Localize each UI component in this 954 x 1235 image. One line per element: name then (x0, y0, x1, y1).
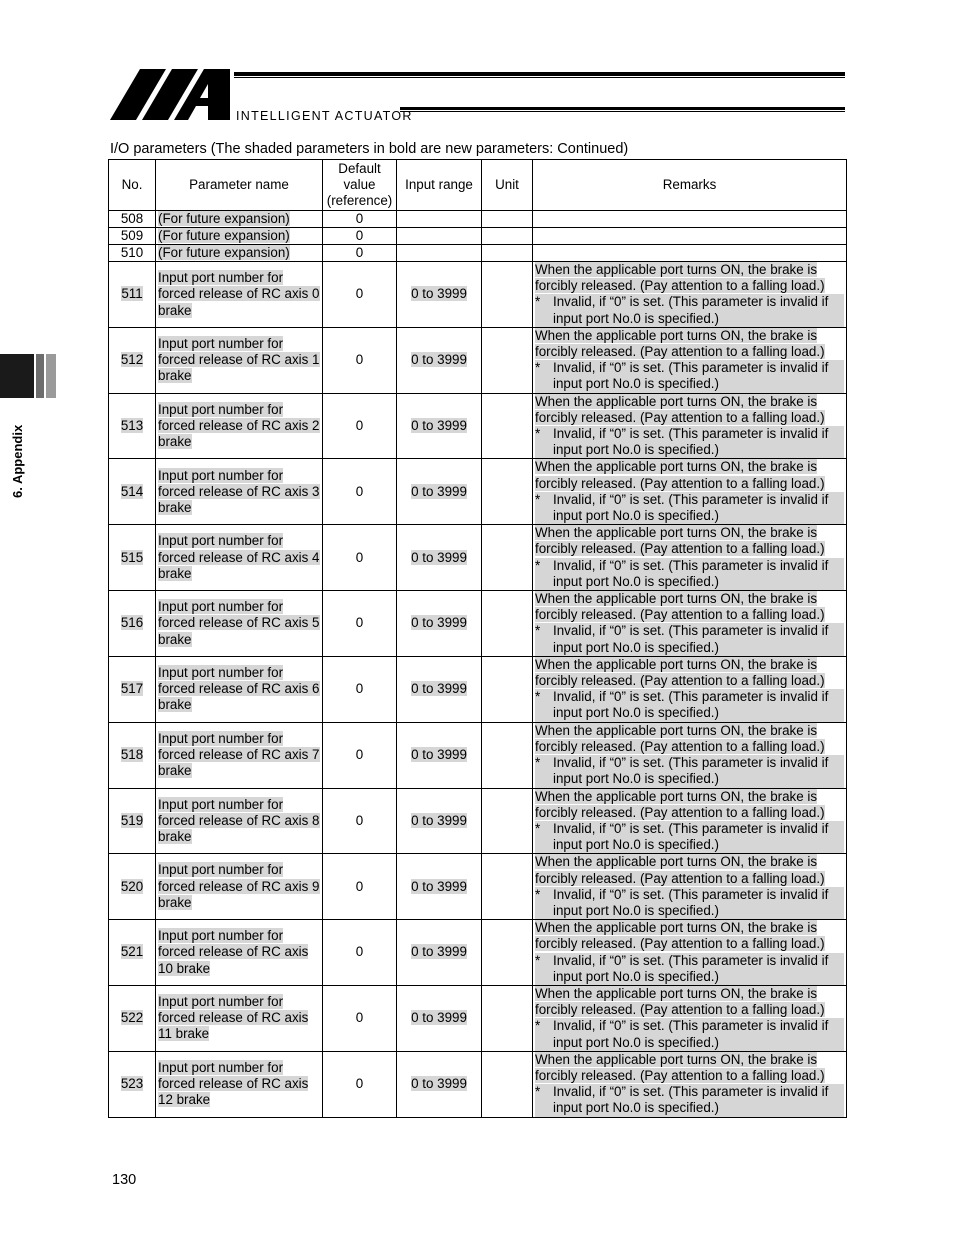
cell-no (109, 262, 156, 328)
default-value-text: 0 (355, 549, 364, 565)
note-asterisk: * (535, 821, 553, 837)
cell-parameter-name (156, 985, 323, 1051)
note-asterisk: * (535, 360, 553, 376)
cell-parameter-name (156, 245, 323, 262)
input-range-text: 0 to 3999 (411, 417, 467, 433)
cell-input-range (397, 788, 482, 854)
remarks-main-text: When the applicable port turns ON, the brake is forcibly released. (Pay attention to a falling load.) (535, 1051, 825, 1083)
remarks-note (535, 426, 844, 458)
default-value-text: 0 (355, 483, 364, 499)
cell-input-range (397, 245, 482, 262)
input-range-text: 0 to 3999 (411, 286, 467, 302)
table-row (109, 211, 847, 228)
note-asterisk: * (535, 689, 553, 705)
param-no-text: 518 (120, 746, 144, 762)
default-value-text: 0 (355, 228, 364, 243)
default-value-text: 0 (355, 944, 364, 960)
table-body (109, 211, 847, 1118)
chapter-tab-block (0, 354, 34, 398)
remarks-note (535, 821, 844, 853)
default-value-text: 0 (355, 812, 364, 828)
page-number: 130 (112, 1172, 137, 1188)
cell-parameter-name (156, 788, 323, 854)
cell-unit (482, 722, 533, 788)
param-name-text: Input port number for forced release of RC axis 4 brake (158, 533, 320, 581)
cell-input-range (397, 525, 482, 591)
cell-unit (482, 1051, 533, 1117)
cell-unit (482, 262, 533, 328)
note-asterisk: * (535, 492, 553, 508)
param-name-text: Input port number for forced release of RC axis 7 brake (158, 730, 320, 779)
cell-parameter-name (156, 211, 323, 228)
cell-default-value (323, 393, 397, 459)
remarks-note-text: Invalid, if “0” is set. (This parameter is invalid if input port No.0 is specified.) (553, 689, 829, 721)
table-caption: I/O parameters (The shaded parameters in bold are new parameters: Continued) (110, 141, 629, 157)
cell-no (109, 656, 156, 722)
cell-default-value (323, 985, 397, 1051)
cell-default-value (323, 262, 397, 328)
cell-input-range (397, 228, 482, 245)
col-header-input-range: Input range (397, 160, 482, 211)
cell-unit (482, 854, 533, 920)
param-no-text: 521 (120, 944, 144, 960)
table-row (109, 459, 847, 525)
remarks-main-text: When the applicable port turns ON, the brake is forcibly released. (Pay attention to a falling load.) (535, 591, 825, 623)
cell-no (109, 525, 156, 591)
remarks-main-text: When the applicable port turns ON, the brake is forcibly released. (Pay attention to a falling load.) (535, 262, 825, 294)
cell-remarks (533, 211, 847, 228)
input-range-text: 0 to 3999 (411, 483, 467, 499)
cell-remarks (533, 722, 847, 788)
cell-parameter-name (156, 393, 323, 459)
remarks-main-text: When the applicable port turns ON, the brake is forcibly released. (Pay attention to a falling load.) (535, 525, 825, 557)
table-row (109, 262, 847, 328)
col-header-unit: Unit (482, 160, 533, 211)
cell-input-range (397, 393, 482, 459)
cell-no (109, 722, 156, 788)
remarks-main-text: When the applicable port turns ON, the brake is forcibly released. (Pay attention to a falling load.) (535, 656, 825, 689)
cell-parameter-name (156, 459, 323, 525)
cell-no (109, 854, 156, 920)
param-name-text: (For future expansion) (158, 228, 290, 243)
cell-default-value (323, 211, 397, 228)
remarks-note-text: Invalid, if “0” is set. (This parameter is invalid if input port No.0 is specified.) (553, 294, 829, 326)
cell-unit (482, 211, 533, 228)
iai-logo-icon (110, 66, 234, 122)
cell-unit (482, 788, 533, 854)
param-name-text: Input port number for forced release of RC axis 9 brake (158, 862, 320, 910)
note-asterisk: * (535, 755, 553, 771)
remarks-note-text: Invalid, if “0” is set. (This parameter is invalid if input port No.0 is specified.) (553, 755, 829, 787)
cell-default-value (323, 228, 397, 245)
default-value-text: 0 (355, 211, 364, 226)
cell-no (109, 459, 156, 525)
remarks-note-text: Invalid, if “0” is set. (This parameter is invalid if input port No.0 is specified.) (553, 820, 829, 853)
note-asterisk: * (535, 1084, 553, 1100)
brand-text: INTELLIGENT ACTUATOR (236, 109, 413, 123)
remarks-note-text: Invalid, if “0” is set. (This parameter is invalid if input port No.0 is specified.) (553, 426, 829, 458)
input-range-text: 0 to 3999 (411, 944, 467, 960)
cell-remarks (533, 591, 847, 657)
cell-no (109, 985, 156, 1051)
note-asterisk: * (535, 294, 553, 310)
cell-input-range (397, 656, 482, 722)
remarks-note-text: Invalid, if “0” is set. (This parameter is invalid if input port No.0 is specified.) (553, 557, 829, 589)
cell-default-value (323, 722, 397, 788)
cell-remarks (533, 327, 847, 393)
col-header-parameter-name: Parameter name (156, 160, 323, 211)
cell-input-range (397, 1051, 482, 1117)
param-no-text: 519 (120, 812, 144, 828)
cell-unit (482, 327, 533, 393)
remarks-main-text: When the applicable port turns ON, the brake is forcibly released. (Pay attention to a falling load.) (535, 788, 825, 820)
col-header-default-line: value (343, 176, 376, 192)
note-asterisk: * (535, 887, 553, 903)
cell-remarks (533, 228, 847, 245)
chapter-tab (0, 354, 58, 398)
param-name-text: (For future expansion) (158, 211, 290, 226)
table-row (109, 327, 847, 393)
cell-unit (482, 920, 533, 986)
remarks-main-text: When the applicable port turns ON, the brake is forcibly released. (Pay attention to a falling load.) (535, 327, 825, 360)
default-value-text: 0 (355, 286, 364, 302)
cell-unit (482, 459, 533, 525)
cell-input-range (397, 854, 482, 920)
default-value-text: 0 (355, 1010, 364, 1026)
input-range-text: 0 to 3999 (411, 878, 467, 894)
remarks-note-text: Invalid, if “0” is set. (This parameter is invalid if input port No.0 is specified.) (553, 623, 829, 655)
cell-parameter-name (156, 854, 323, 920)
param-name-text: Input port number for forced release of RC axis 6 brake (158, 664, 320, 713)
cell-no (109, 228, 156, 245)
cell-input-range (397, 985, 482, 1051)
remarks-note-text: Invalid, if “0” is set. (This parameter is invalid if input port No.0 is specified.) (553, 491, 829, 524)
param-name-text: Input port number for forced release of RC axis 2 brake (158, 401, 320, 450)
cell-no (109, 245, 156, 262)
remarks-note-text: Invalid, if “0” is set. (This parameter is invalid if input port No.0 is specified.) (553, 952, 829, 984)
cell-unit (482, 228, 533, 245)
cell-remarks (533, 459, 847, 525)
col-header-default-line: Default (338, 160, 381, 176)
param-no-text: 511 (121, 286, 143, 302)
table-row (109, 656, 847, 722)
default-value-text: 0 (355, 245, 364, 260)
param-no-text: 523 (120, 1076, 144, 1092)
cell-input-range (397, 262, 482, 328)
remarks-note (535, 558, 844, 590)
cell-parameter-name (156, 1051, 323, 1117)
param-no-text: 520 (120, 878, 144, 894)
header-rule-thick (234, 72, 845, 76)
cell-default-value (323, 459, 397, 525)
note-asterisk: * (535, 426, 553, 442)
cell-unit (482, 245, 533, 262)
cell-no (109, 591, 156, 657)
param-no-text: 514 (120, 483, 144, 499)
remarks-note (535, 294, 844, 326)
remarks-main-text: When the applicable port turns ON, the brake is forcibly released. (Pay attention to a falling load.) (535, 854, 825, 886)
table-row (109, 245, 847, 262)
header-rule-thin (234, 77, 845, 78)
cell-remarks (533, 985, 847, 1051)
param-name-text: Input port number for forced release of RC axis 5 brake (158, 599, 320, 647)
table-header-row (109, 160, 847, 211)
cell-unit (482, 656, 533, 722)
remarks-note (535, 360, 844, 392)
remarks-note (535, 953, 844, 985)
input-range-text: 0 to 3999 (411, 1076, 467, 1092)
default-value-text: 0 (355, 681, 364, 697)
remarks-note (535, 1084, 844, 1116)
chapter-tab-stripe-light (46, 354, 56, 398)
param-no-text: 509 (120, 228, 144, 243)
cell-input-range (397, 591, 482, 657)
input-range-text: 0 to 3999 (411, 615, 467, 631)
input-range-text: 0 to 3999 (411, 352, 467, 368)
remarks-note (535, 1018, 844, 1050)
col-header-default-value (323, 160, 397, 211)
cell-default-value (323, 854, 397, 920)
cell-remarks (533, 393, 847, 459)
note-asterisk: * (535, 558, 553, 574)
cell-default-value (323, 656, 397, 722)
param-name-text: Input port number for forced release of RC axis 1 brake (158, 335, 320, 384)
param-no-text: 516 (120, 615, 144, 631)
default-value-text: 0 (355, 417, 364, 433)
cell-default-value (323, 525, 397, 591)
param-no-text: 522 (120, 1010, 144, 1026)
cell-no (109, 1051, 156, 1117)
remarks-note (535, 623, 844, 655)
cell-parameter-name (156, 327, 323, 393)
table-row (109, 228, 847, 245)
cell-no (109, 788, 156, 854)
chapter-label: 6. Appendix (10, 424, 25, 498)
cell-input-range (397, 920, 482, 986)
default-value-text: 0 (355, 878, 364, 894)
remarks-note (535, 492, 844, 524)
cell-unit (482, 525, 533, 591)
io-parameters-table (108, 159, 847, 1118)
header-rule-lower-thick (400, 107, 845, 110)
cell-remarks (533, 656, 847, 722)
cell-unit (482, 985, 533, 1051)
cell-default-value (323, 1051, 397, 1117)
cell-input-range (397, 459, 482, 525)
param-no-text: 508 (120, 211, 144, 226)
input-range-text: 0 to 3999 (411, 812, 467, 828)
remarks-main-text: When the applicable port turns ON, the brake is forcibly released. (Pay attention to a falling load.) (535, 985, 825, 1018)
cell-unit (482, 393, 533, 459)
default-value-text: 0 (355, 746, 364, 762)
cell-remarks (533, 262, 847, 328)
param-no-text: 517 (120, 681, 144, 697)
cell-no (109, 920, 156, 986)
cell-parameter-name (156, 920, 323, 986)
remarks-main-text: When the applicable port turns ON, the brake is forcibly released. (Pay attention to a falling load.) (535, 393, 825, 425)
cell-default-value (323, 591, 397, 657)
remarks-note-text: Invalid, if “0” is set. (This parameter is invalid if input port No.0 is specified.) (553, 886, 829, 918)
col-header-default-line: (reference) (326, 193, 393, 209)
col-header-no: No. (109, 160, 156, 211)
cell-remarks (533, 525, 847, 591)
table-row (109, 1051, 847, 1117)
table-row (109, 985, 847, 1051)
param-name-text: Input port number for forced release of RC axis 8 brake (158, 796, 320, 844)
table-row (109, 722, 847, 788)
cell-no (109, 211, 156, 228)
table-row (109, 920, 847, 986)
cell-remarks (533, 245, 847, 262)
param-name-text: Input port number for forced release of RC axis 12 brake (158, 1059, 309, 1108)
remarks-note (535, 887, 844, 919)
cell-parameter-name (156, 722, 323, 788)
remarks-note (535, 755, 844, 787)
cell-remarks (533, 788, 847, 854)
note-asterisk: * (535, 623, 553, 639)
param-no-text: 513 (120, 417, 144, 433)
note-asterisk: * (535, 953, 553, 969)
cell-parameter-name (156, 591, 323, 657)
table-row (109, 591, 847, 657)
cell-input-range (397, 327, 482, 393)
param-name-text: Input port number for forced release of RC axis 3 brake (158, 467, 320, 515)
cell-remarks (533, 854, 847, 920)
cell-unit (482, 591, 533, 657)
remarks-main-text: When the applicable port turns ON, the brake is forcibly released. (Pay attention to a falling load.) (535, 459, 825, 491)
remarks-note-text: Invalid, if “0” is set. (This parameter is invalid if input port No.0 is specified.) (553, 360, 829, 392)
cell-parameter-name (156, 525, 323, 591)
chapter-tab-stripe-dark (36, 354, 44, 398)
cell-parameter-name (156, 656, 323, 722)
cell-parameter-name (156, 262, 323, 328)
table-row (109, 788, 847, 854)
remarks-main-text: When the applicable port turns ON, the brake is forcibly released. (Pay attention to a falling load.) (535, 920, 825, 952)
param-no-text: 515 (120, 549, 144, 565)
cell-input-range (397, 722, 482, 788)
input-range-text: 0 to 3999 (411, 746, 467, 762)
cell-default-value (323, 788, 397, 854)
header-rule-lower-thin (400, 111, 845, 112)
param-no-text: 510 (120, 245, 144, 260)
remarks-note-text: Invalid, if “0” is set. (This parameter is invalid if input port No.0 is specified.) (553, 1084, 829, 1116)
input-range-text: 0 to 3999 (411, 1010, 467, 1026)
default-value-text: 0 (355, 615, 364, 631)
cell-remarks (533, 1051, 847, 1117)
cell-remarks (533, 920, 847, 986)
cell-parameter-name (156, 228, 323, 245)
param-no-text: 512 (120, 352, 144, 368)
remarks-note (535, 689, 844, 721)
cell-no (109, 327, 156, 393)
default-value-text: 0 (355, 1076, 364, 1092)
cell-input-range (397, 211, 482, 228)
input-range-text: 0 to 3999 (411, 681, 467, 697)
table-row (109, 393, 847, 459)
input-range-text: 0 to 3999 (411, 549, 467, 565)
remarks-main-text: When the applicable port turns ON, the brake is forcibly released. (Pay attention to a falling load.) (535, 722, 825, 754)
cell-default-value (323, 245, 397, 262)
header-logo (110, 66, 845, 126)
note-asterisk: * (535, 1018, 553, 1034)
cell-default-value (323, 920, 397, 986)
table-row (109, 525, 847, 591)
table-row (109, 854, 847, 920)
param-name-text: (For future expansion) (158, 245, 290, 260)
param-name-text: Input port number for forced release of RC axis 10 brake (158, 928, 309, 976)
param-name-text: Input port number for forced release of RC axis 11 brake (158, 994, 309, 1042)
col-header-remarks: Remarks (533, 160, 847, 211)
param-name-text: Input port number for forced release of RC axis 0 brake (158, 270, 320, 318)
cell-default-value (323, 327, 397, 393)
default-value-text: 0 (355, 352, 364, 368)
remarks-note-text: Invalid, if “0” is set. (This parameter is invalid if input port No.0 is specified.) (553, 1018, 829, 1050)
cell-no (109, 393, 156, 459)
